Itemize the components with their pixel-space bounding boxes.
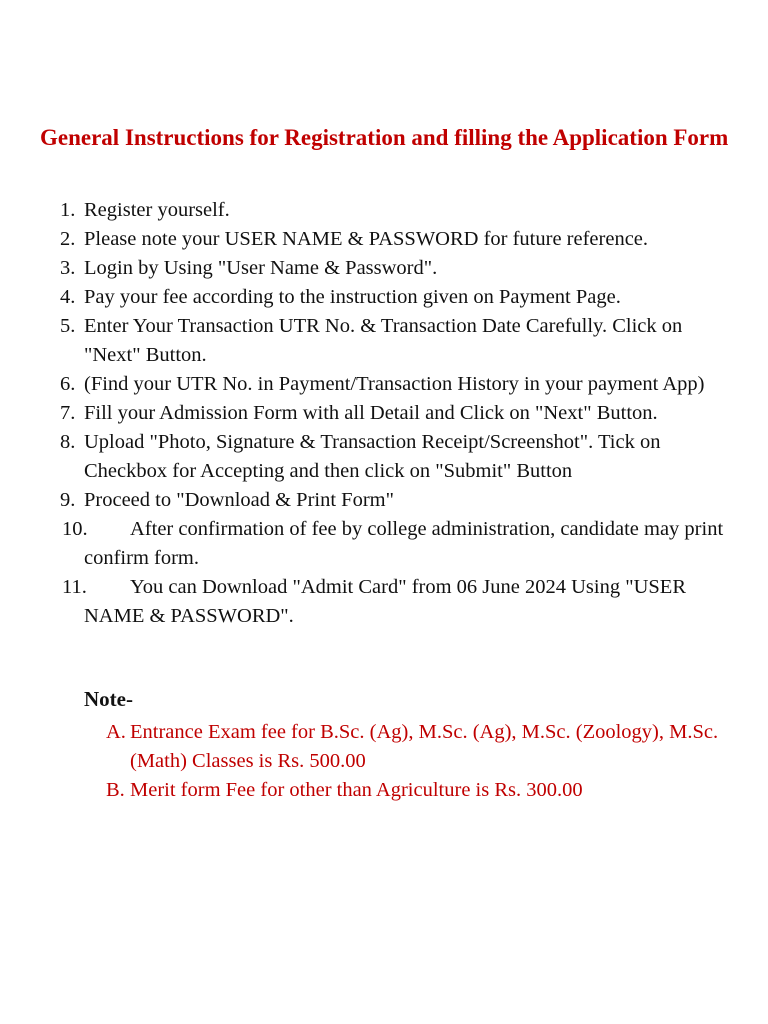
note-item-text: Merit form Fee for other than Agriculture is Rs. 300.00 xyxy=(130,779,583,801)
list-item xyxy=(0,225,768,254)
note-section xyxy=(84,685,744,805)
note-item-letter: A. xyxy=(106,721,126,743)
list-item xyxy=(0,283,768,312)
list-item xyxy=(0,428,768,486)
list-item-number: 2. xyxy=(60,228,76,250)
list-item xyxy=(0,399,768,428)
list-item-number: 1. xyxy=(60,199,76,221)
list-item xyxy=(0,486,768,515)
list-item xyxy=(0,312,768,370)
note-label: Note- xyxy=(84,687,133,711)
note-item xyxy=(84,718,744,776)
list-item-number: 11. xyxy=(62,576,87,598)
list-item-text: Fill your Admission Form with all Detail and Click on "Next" Button. xyxy=(84,402,658,424)
note-item-text: Entrance Exam fee for B.Sc. (Ag), M.Sc. (Ag), M.Sc. (Zoology), M.Sc. (Math) Classes is Rs. 500.00 xyxy=(130,721,719,772)
list-item-text: Upload "Photo, Signature & Transaction Receipt/Screenshot". Tick on Checkbox for Accepting and then click on "Submit" Button xyxy=(84,431,661,482)
list-item-number: 9. xyxy=(60,489,76,511)
list-item-text: Proceed to "Download & Print Form" xyxy=(84,489,394,511)
list-item-text: You can Download "Admit Card" from 06 June 2024 Using "USER NAME & PASSWORD". xyxy=(84,576,687,627)
list-item-text: Login by Using "User Name & Password". xyxy=(84,257,438,279)
list-item xyxy=(0,515,768,573)
list-item-number: 7. xyxy=(60,402,76,424)
note-item xyxy=(84,776,744,805)
list-item-text: Enter Your Transaction UTR No. & Transaction Date Carefully. Click on "Next" Button. xyxy=(84,315,683,366)
list-item-number: 4. xyxy=(60,286,76,308)
note-list xyxy=(84,718,744,805)
list-item-number: 10. xyxy=(62,518,88,540)
note-item-letter: B. xyxy=(106,779,125,801)
list-item-text: Please note your USER NAME & PASSWORD for future reference. xyxy=(84,228,649,250)
list-item-text: Pay your fee according to the instruction given on Payment Page. xyxy=(84,286,621,308)
list-item xyxy=(0,254,768,283)
list-item-number: 3. xyxy=(60,257,76,279)
list-item-number: 8. xyxy=(60,431,76,453)
list-item xyxy=(0,370,768,399)
page-title: General Instructions for Registration and filling the Application Form xyxy=(40,125,729,150)
list-item-number: 5. xyxy=(60,315,76,337)
list-item xyxy=(0,196,768,225)
list-item-text: Register yourself. xyxy=(84,199,230,221)
list-item-number: 6. xyxy=(60,373,76,395)
list-item xyxy=(0,573,768,631)
instruction-list xyxy=(0,196,768,631)
list-item-text: After confirmation of fee by college administration, candidate may print confirm form. xyxy=(84,518,724,569)
list-item-text: (Find your UTR No. in Payment/Transaction History in your payment App) xyxy=(84,373,705,395)
